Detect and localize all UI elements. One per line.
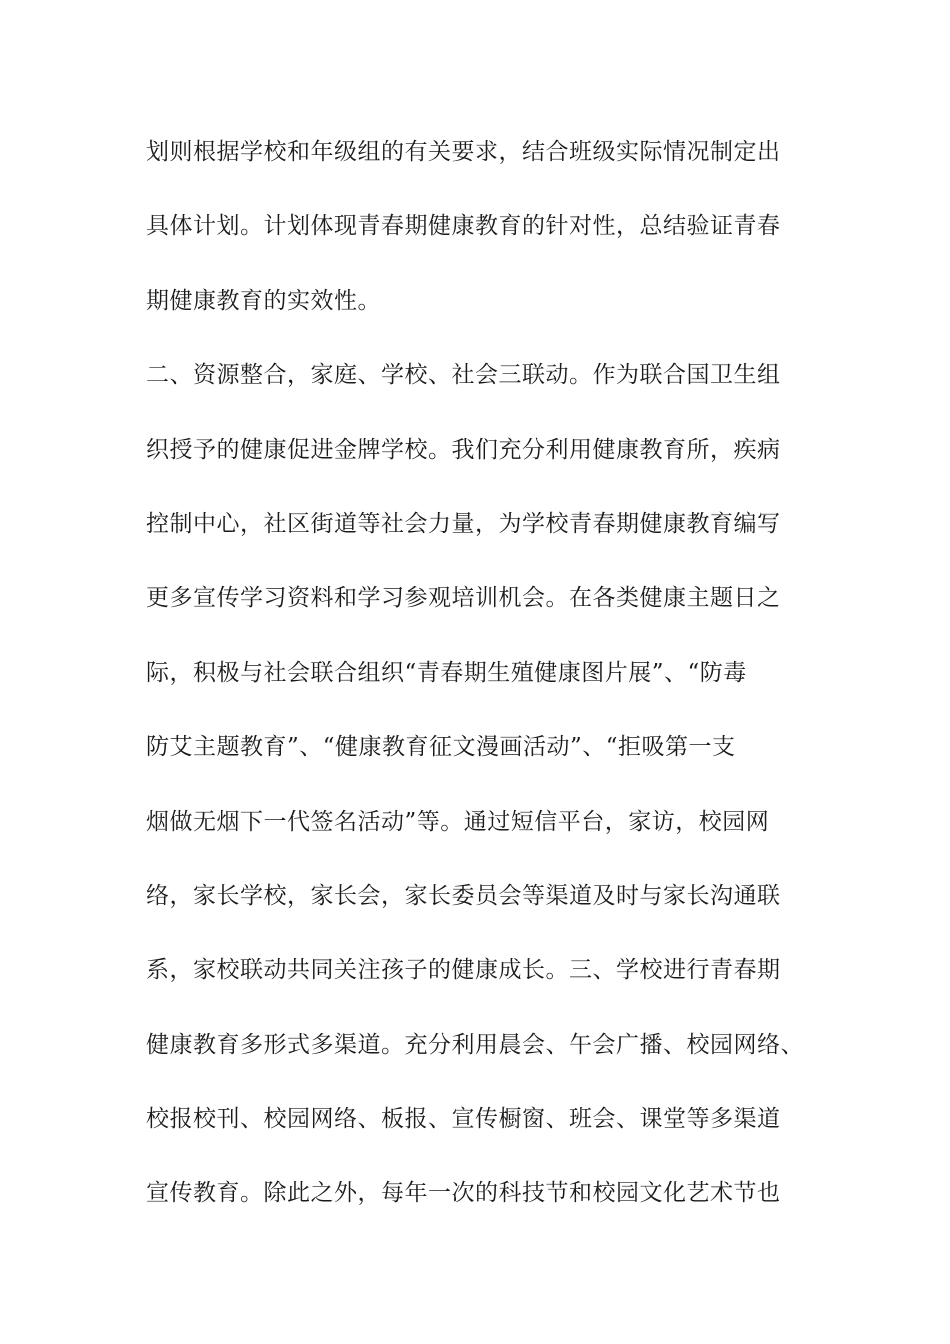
text-line-8: 际，积极与社会联合组织“青春期生殖健康图片展”、“防毒 — [146, 659, 747, 686]
text-line-14: 校报校刊、校园网络、板报、宣传橱窗、班会、课堂等多渠道 — [146, 1106, 781, 1133]
text-line-12: 系，家校联动共同关注孩子的健康成长。三、学校进行青春期 — [146, 957, 781, 984]
text-line-11: 络，家长学校，家长会，家长委员会等渠道及时与家长沟通联 — [146, 882, 781, 909]
text-line-13: 健康教育多形式多渠道。充分利用晨会、午会广播、校园网络、 — [146, 1031, 804, 1058]
text-line-4: 二、资源整合，家庭、学校、社会三联动。作为联合国卫生组 — [146, 362, 781, 389]
text-line-1: 划则根据学校和年级组的有关要求，结合班级实际情况制定出 — [146, 139, 781, 165]
text-line-2: 具体计划。计划体现青春期健康教育的针对性，总结验证青春 — [146, 213, 781, 240]
text-line-9: 防艾主题教育”、“健康教育征文漫画活动”、“拒吸第一支 — [146, 734, 736, 761]
body-text — [146, 134, 846, 1250]
text-line-10: 烟做无烟下一代签名活动”等。通过短信平台，家访，校园网 — [146, 808, 770, 835]
text-line-3: 期健康教育的实效性。 — [146, 287, 381, 314]
text-line-7: 更多宣传学习资料和学习参观培训机会。在各类健康主题日之 — [146, 585, 781, 612]
text-line-5: 织授予的健康促进金牌学校。我们充分利用健康教育所，疾病 — [146, 436, 781, 463]
text-line-15: 宣传教育。除此之外，每年一次的科技节和校园文化艺术节也 — [146, 1180, 781, 1207]
text-line-6: 控制中心，社区街道等社会力量，为学校青春期健康教育编写 — [146, 510, 781, 537]
